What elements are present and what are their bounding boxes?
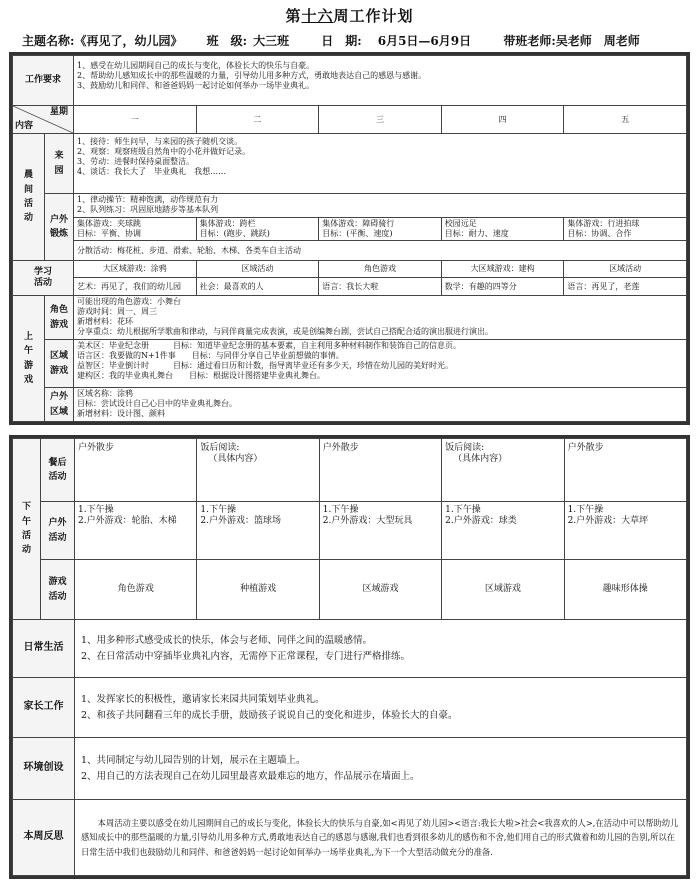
learning-topic-tue: 社会：最喜欢的人 [196,278,319,296]
weekday-content-header: 星期 内容 [13,106,74,134]
family-work-list: 1、发挥家长的积极性，邀请家长来园共同策划毕业典礼。 2、和孩子共同翻看三年的成长手册，鼓励孩子说说自己的变化和进步，体验长大的自豪。 [75,678,687,738]
family-work-label: 家长工作 [13,678,75,738]
learning-topic-mon: 艺术：再见了，我们的幼儿园 [74,278,197,296]
learning-area-thu: 大区域游戏：建构 [441,261,564,278]
collective-game-tue: 集体游戏：跨栏 目标：(跑步、跳跃) [196,218,319,241]
learning-area-wed: 角色游戏 [319,261,442,278]
pm-games-label: 游戏活动 [41,560,75,620]
collective-game-thu: 校园远足 目标：耐力、速度 [441,218,564,241]
page-title: 第十六周工作计划 [285,7,414,25]
learning-label: 学习活动 [13,261,74,296]
arrival-label: 来园 [45,134,74,194]
learning-topic-thu: 数学：有趣的四等分 [441,278,564,296]
pm-game-tue: 种植游戏 [197,560,319,620]
collective-game-fri: 集体游戏：行进拍球 目标：协调、合作 [564,218,687,241]
pm-outdoor-tue: 1.下午操 2.户外游戏：篮球场 [197,502,319,560]
learning-area-tue: 区域活动 [196,261,319,278]
pm-game-wed: 区域游戏 [319,560,441,620]
am-games-label: 上午游戏 [13,296,45,422]
day-mon: 一 [74,106,197,134]
pm-outdoor-label: 户外活动 [41,502,75,560]
reflection-text: 本周活动主要以感受在幼儿园期间自己的成长与变化，体验长大的快乐与自豪,如<再见了幼儿园><语言:我长大啦>社会<我喜欢的人>,在活动中可以帮助幼儿感知成长中的那些温暖的力量,引导幼儿用多种方式,勇敢地表达自己的感恩与感谢,我们也看到很多幼儿的感伤和不舍,他们用自己的形式做着和幼儿园的告别,所以在日常生活中我们也鼓励幼儿和同伴、和爸爸妈妈一起讨论如何举办一场毕业典礼,为下一个大型活动做充分的准备. [75,800,687,876]
day-wed: 三 [319,106,442,134]
daily-life-list: 1、用多种形式感受成长的快乐，体会与老师、同伴之间的温暖感情。 2、在日常活动中穿插毕业典礼内容，无需停下正常课程，专门进行严格排练。 [75,620,687,678]
free-play: 分散活动：梅花桩、步道、滑索、轮胎、木梯、各类车自主活动 [74,241,687,261]
after-meal-fri: 户外散步 [564,439,686,502]
after-meal-thu: 饭后阅读: （具体内容） [442,439,564,502]
collective-game-wed: 集体游戏：障碍骑行 目标：(平衡、速度) [319,218,442,241]
pm-game-fri: 趣味形体操 [564,560,686,620]
day-thu: 四 [441,106,564,134]
plan-meta: 主题名称:《再见了，幼儿园》 班 级: 大三班 日 期: 6月5日—6月9日 带班老师:吴老师 周老师 [22,34,640,48]
role-game-label: 角色游戏 [45,296,74,340]
pm-game-thu: 区域游戏 [442,560,564,620]
outdoor-exercise-label: 户外锻炼 [45,194,74,261]
pm-outdoor-thu: 1.下午操 2.户外游戏：球类 [442,502,564,560]
after-meal-tue: 饭后阅读: （具体内容） [197,439,319,502]
arrival-list: 1、接待：师生问早，与来园的孩子随机交谈。 2、观察：观察班级自然角中的小花并做好记录。 3、劳动：进餐时保持桌面整洁。 4、谈话：我长大了 毕业典礼 我想…… [74,134,687,194]
morning-plan-table [12,55,687,422]
after-meal-label: 餐后活动 [41,439,75,502]
outdoor-area-details: 区域名称：涂鸦 目标：尝试设计自己心目中的毕业典礼舞台。 新增材料：设计图、颜料 [74,388,687,422]
after-meal-mon: 户外散步 [75,439,197,502]
requirements-label: 工作要求 [13,56,74,106]
pm-outdoor-wed: 1.下午操 2.户外游戏：大型玩具 [319,502,441,560]
day-fri: 五 [564,106,687,134]
role-game-details: 可能出现的角色游戏：小舞台 游戏时间：周一、周三 新增材料：花环 分享重点：幼儿根据所学歌曲和律动，与同伴商量完成表演，或是创编舞台剧，尝试自己搭配合适的演出服进行演出。 [74,296,687,340]
pm-outdoor-mon: 1.下午操 2.户外游戏：轮胎、木梯 [75,502,197,560]
requirements-list: 1、感受在幼儿园期间自己的成长与变化，体验长大的快乐与自豪。 2、帮助幼儿感知成长中的那些温暖的力量，引导幼儿用多种方式，勇敢地表达自己的感恩与感谢。 3、鼓励幼儿和同伴、和爸爸妈妈一起讨论如何举办一场毕业典礼。 [74,56,687,106]
afternoon-label: 下午活动 [13,439,41,620]
afternoon-plan-table [12,438,687,876]
pm-outdoor-fri: 1.下午操 2.户外游戏：大草坪 [564,502,686,560]
area-game-details: 美术区：毕业纪念册 目标：知道毕业纪念册的基本要素，自主利用多种材料制作和装饰自己的信息页。 语言区：我要做的N+1件事 目标：与同伴分享自己毕业前想做的事情。 益智区：毕业倒计时 目标：通过看日历和计数，指导离毕业还有多少天，珍惜在幼儿园的美好时光。 建构区：我的毕业典礼舞台 目标：根据设计图搭建毕业典礼舞台。 [74,340,687,388]
learning-topic-fri: 语言：再见了，老莲 [564,278,687,296]
day-tue: 二 [196,106,319,134]
area-game-label: 区域游戏 [45,340,74,388]
learning-topic-wed: 语言：我长大啦 [319,278,442,296]
daily-life-label: 日常生活 [13,620,75,678]
learning-area-mon: 大区域游戏：涂鸦 [74,261,197,278]
learning-area-fri: 区域活动 [564,261,687,278]
environment-label: 环境创设 [13,738,75,800]
environment-list: 1、共同制定与幼儿园告别的计划，展示在主题墙上。 2、用自己的方法表现自己在幼儿园里最喜欢最难忘的地方，作品展示在墙面上。 [75,738,687,800]
collective-game-mon: 集体游戏：夹球跳 目标：平衡、协调 [74,218,197,241]
pm-game-mon: 角色游戏 [75,560,197,620]
after-meal-wed: 户外散步 [319,439,441,502]
morning-label: 晨间活动 [13,134,45,261]
outdoor-exercise-list: 1、律动操节：精神饱满，动作规范有力 2、队列练习：巩固原地踏步等基本队列 [74,194,687,218]
reflection-label: 本周反思 [13,800,75,876]
outdoor-area-label: 户外区域 [45,388,74,422]
